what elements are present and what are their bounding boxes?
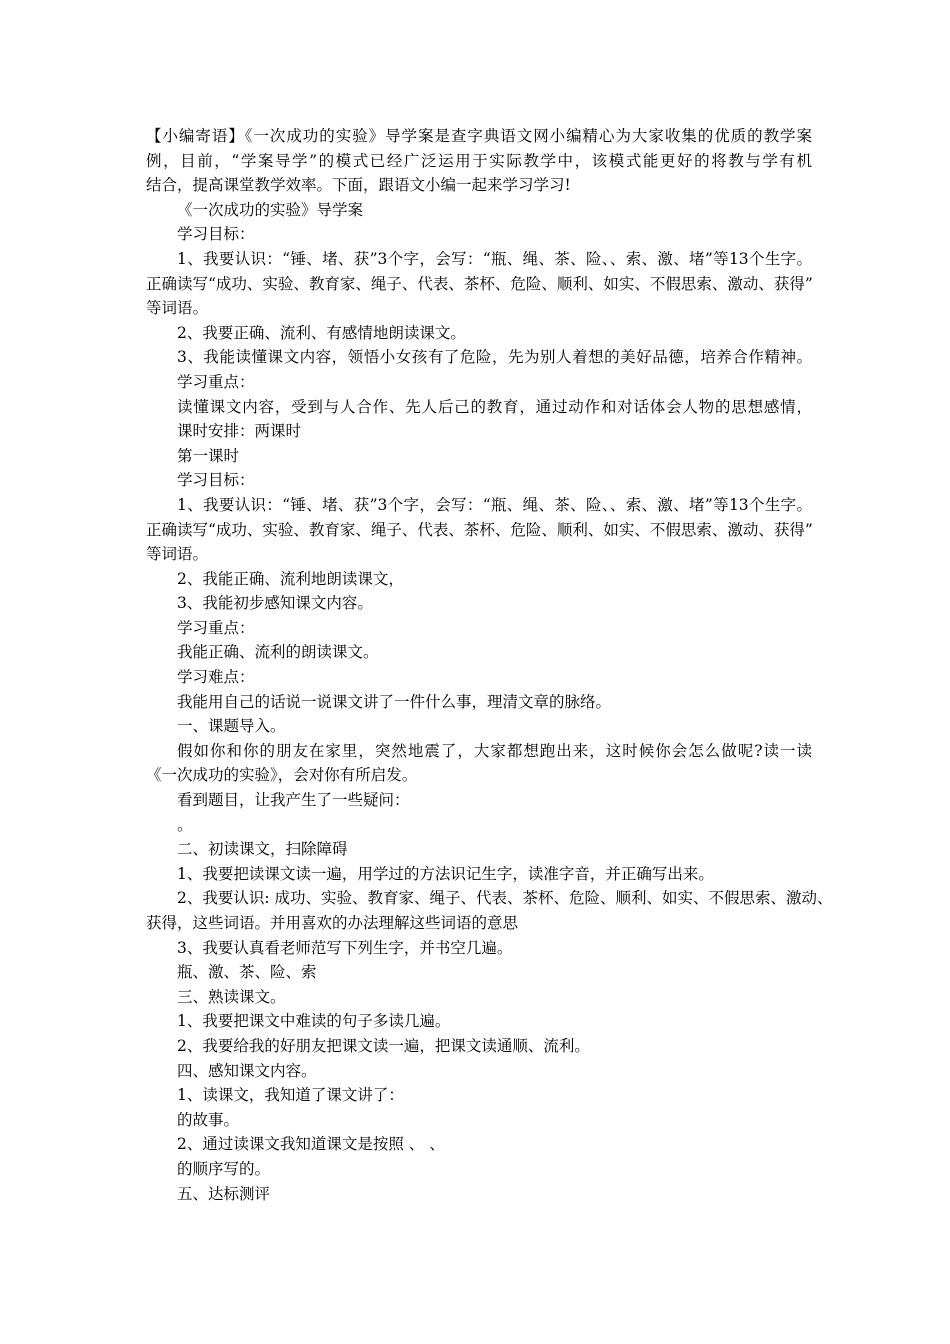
text-line: 3、我能读懂课文内容，领悟小女孩有了危险，先为别人着想的美好品德，培养合作精神。 bbox=[177, 348, 812, 367]
text-line: 1、我要认识：“锤、堵、获”3个字，会写：“瓶、绳、茶、险、、索、激、堵”等13个生字。 bbox=[177, 495, 812, 514]
text-line: 看到题目，让我产生了一些疑问： bbox=[177, 791, 410, 810]
text-line: 学习目标： bbox=[177, 225, 255, 244]
text-line: 2、我要认识: 成功、实验、教育家、绳子、代表、茶杯、危险、顺利、如实、不假思索、激动、 bbox=[177, 889, 833, 908]
text-line: 二、初读课文，扫除障碍 bbox=[177, 840, 348, 859]
text-line: 3、我要认真看老师范写下列生字，并书空几遍。 bbox=[177, 938, 513, 957]
text-line: 四、感知课文内容。 bbox=[177, 1061, 317, 1080]
text-line: 正确读写“成功、实验、教育家、绳子、代表、茶杯、危险、顺利、如实、不假思索、激动、获得” bbox=[146, 274, 813, 293]
text-line: 2、通过读课文我知道课文是按照 、 、 bbox=[177, 1135, 445, 1154]
text-line: 1、读课文，我知道了课文讲了： bbox=[177, 1086, 404, 1105]
text-line: 2、我要给我的好朋友把课文读一遍，把课文读通顺、流利。 bbox=[177, 1036, 590, 1055]
text-line: 瓶、激、茶、险、索 bbox=[177, 963, 317, 982]
text-line: 课时安排：两课时 bbox=[177, 422, 302, 441]
text-line: 1、我要把读课文读一遍，用学过的方法识记生字，读准字音，并正确写出来。 bbox=[177, 864, 714, 883]
text-line: 假如你和你的朋友在家里，突然地震了，大家都想跑出来，这时候你会怎么做呢?读一读 bbox=[177, 741, 812, 760]
text-line: 学习难点： bbox=[177, 668, 255, 687]
text-line: 1、我要把课文中难读的句子多读几遍。 bbox=[177, 1012, 451, 1031]
text-line: 3、我能初步感知课文内容。 bbox=[177, 594, 373, 613]
text-line: 我能用自己的话说一说课文讲了一件什么事，理清文章的脉络。 bbox=[177, 692, 612, 711]
text-line: 学习目标： bbox=[177, 471, 255, 490]
text-line: 第一课时 bbox=[177, 446, 240, 465]
text-line: 例，目前，“学案导学”的模式已经广泛运用于实际教学中，该模式能更好的将教与学有机 bbox=[146, 151, 812, 170]
text-line: 2、我要正确、流利、有感情地朗读课文。 bbox=[177, 323, 466, 342]
text-line: 五、达标测评 bbox=[177, 1184, 271, 1203]
text-line: 2、我能正确、流利地朗读课文， bbox=[177, 569, 404, 588]
text-line: 【小编寄语】《一次成功的实验》导学案是查字典语文网小编精心为大家收集的优质的教学案 bbox=[146, 127, 812, 145]
text-line: 正确读写“成功、实验、教育家、绳子、代表、茶杯、危险、顺利、如实、不假思索、激动、获得” bbox=[146, 520, 813, 539]
text-line: 学习重点： bbox=[177, 618, 255, 637]
document-page bbox=[146, 124, 833, 1206]
text-line: 等词语。 bbox=[146, 299, 209, 318]
text-line: 1、我要认识：“锤、堵、获”3个字，会写：“瓶、绳、茶、险、、索、激、堵”等13个生字。 bbox=[177, 249, 812, 268]
text-line: 我能正确、流利的朗读课文。 bbox=[177, 643, 379, 662]
text-line: 《一次成功的实验》，会对你有所启发。 bbox=[146, 766, 418, 785]
text-line: 读懂课文内容，受到与人合作、先人后己的教育，通过动作和对话体会人物的思想感情， bbox=[177, 397, 812, 416]
text-line: 的顺序写的。 bbox=[177, 1159, 271, 1178]
text-line: 的故事。 bbox=[177, 1110, 240, 1129]
text-line: 三、熟读课文。 bbox=[177, 987, 286, 1006]
text-line: 一、课题导入。 bbox=[177, 717, 286, 736]
text-line: 。 bbox=[177, 815, 193, 834]
text-line: 结合，提高课堂教学效率。下面，跟语文小编一起来学习学习! bbox=[146, 176, 571, 195]
text-line: 等词语。 bbox=[146, 545, 209, 564]
text-line: 学习重点： bbox=[177, 372, 255, 391]
text-line: 获得，这些词语。并用喜欢的办法理解这些词语的意思 bbox=[146, 914, 519, 932]
text-line: 《一次成功的实验》导学案 bbox=[177, 200, 364, 219]
